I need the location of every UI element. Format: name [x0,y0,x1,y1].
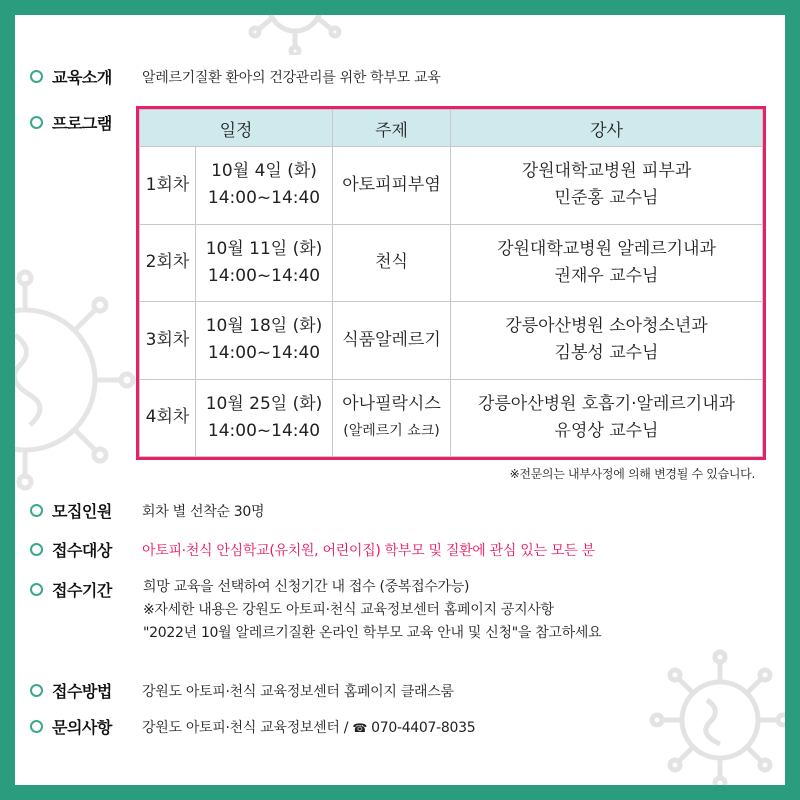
lecturer-org: 강원대학교병원 알레르기내과 [497,238,716,259]
lecturer-name: 권재우 교수님 [554,265,659,286]
notice-frame [15,15,785,785]
contact-value [142,717,475,737]
bullet-icon [30,116,43,129]
recruit-value: 회차 별 선착순 30명 [142,503,265,520]
period-line: ※자세한 내용은 강원도 아토피·천식 교육정보센터 홈페이지 공지사항 [143,602,554,618]
intro-value: 알레르기질환 환아의 건강관리를 위한 학부모 교육 [142,69,441,86]
topic-cell [333,147,451,225]
session-cell: 2회차 [140,224,196,302]
topic-text: 천식 [375,252,408,273]
target-label: 접수대상 [52,541,112,560]
topic-text: 아나필락시스 [342,393,441,414]
date-cell [196,147,333,225]
target-value: 아토피·천식 안심학교(유치원, 어린이집) 학부모 및 질환에 관심 있는 모든 분 [142,542,595,559]
phone-icon: ☎ [352,720,367,735]
table-row [140,302,763,380]
method-value: 강원도 아토피·천식 교육정보센터 홈페이지 클래스룸 [142,683,454,700]
table-note: ※전문의는 내부사정에 의해 변경될 수 있습니다. [509,467,755,481]
period-details [143,576,601,645]
table-row [140,224,763,302]
session-cell: 4회차 [140,379,196,457]
program-label: 프로그램 [52,114,112,133]
date-text: 10월 11일 (화) [205,238,323,259]
header-lecturer: 강사 [451,110,763,147]
contact-label: 문의사항 [52,718,112,737]
bullet-icon [30,504,43,517]
bullet-icon [30,70,43,83]
target-row [30,538,595,561]
period-line: 희망 교육을 선택하여 신청기간 내 접수 (중복접수가능) [143,579,470,595]
bullet-icon [30,684,43,697]
topic-text: 아토피피부염 [342,174,441,195]
recruit-row [30,499,264,522]
lecturer-name: 김봉성 교수님 [554,343,659,364]
period-line: "2022년 10월 알레르기질환 온라인 학부모 교육 안내 및 신청"을 참고하세요 [143,625,602,641]
date-text: 10월 25일 (화) [205,393,323,414]
table-row [140,379,763,457]
lecturer-cell [451,379,763,457]
date-cell [196,302,333,380]
virus-decoration-top [245,15,345,55]
topic-cell [333,224,451,302]
header-schedule: 일정 [140,110,333,147]
bullet-icon [30,720,43,733]
lecturer-name: 민준홍 교수님 [554,188,659,209]
method-label: 접수방법 [52,682,112,701]
header-topic: 주제 [333,110,451,147]
topic-text: 식품알레르기 [342,329,441,350]
lecturer-cell [451,224,763,302]
contact-phone: 070-4407-8035 [371,719,476,736]
program-table [136,106,766,460]
method-row [30,679,454,702]
lecturer-org: 강원대학교병원 피부과 [521,161,692,182]
contact-row [30,715,475,738]
lecturer-org: 강릉아산병원 소아청소년과 [505,316,708,337]
lecturer-cell [451,302,763,380]
virus-decoration-bottom-right [645,645,785,785]
period-label: 접수기간 [52,581,112,600]
table-row [140,147,763,225]
time-text: 14:00~14:40 [207,265,321,286]
lecturer-org: 강릉아산병원 호흡기·알레르기내과 [477,393,736,414]
bullet-icon [30,583,43,596]
lecturer-cell [451,147,763,225]
topic-cell [333,379,451,457]
date-cell [196,379,333,457]
recruit-label: 모집인원 [52,502,112,521]
table-header-row [140,110,763,147]
date-text: 10월 4일 (화) [211,161,317,182]
session-cell: 3회차 [140,302,196,380]
time-text: 14:00~14:40 [207,343,321,364]
period-row [30,578,142,601]
topic-cell [333,302,451,380]
contact-center: 강원도 아토피·천식 교육정보센터 / [142,719,353,736]
time-text: 14:00~14:40 [207,188,321,209]
topic-subtext: (알레르기 쇼크) [343,422,440,439]
intro-row [30,65,440,88]
virus-decoration-left [15,265,155,495]
intro-label: 교육소개 [52,68,112,87]
bullet-icon [30,543,43,556]
date-cell [196,224,333,302]
program-row [30,111,142,134]
session-cell: 1회차 [140,147,196,225]
date-text: 10월 18일 (화) [205,316,323,337]
time-text: 14:00~14:40 [207,420,321,441]
lecturer-name: 유영상 교수님 [554,420,659,441]
